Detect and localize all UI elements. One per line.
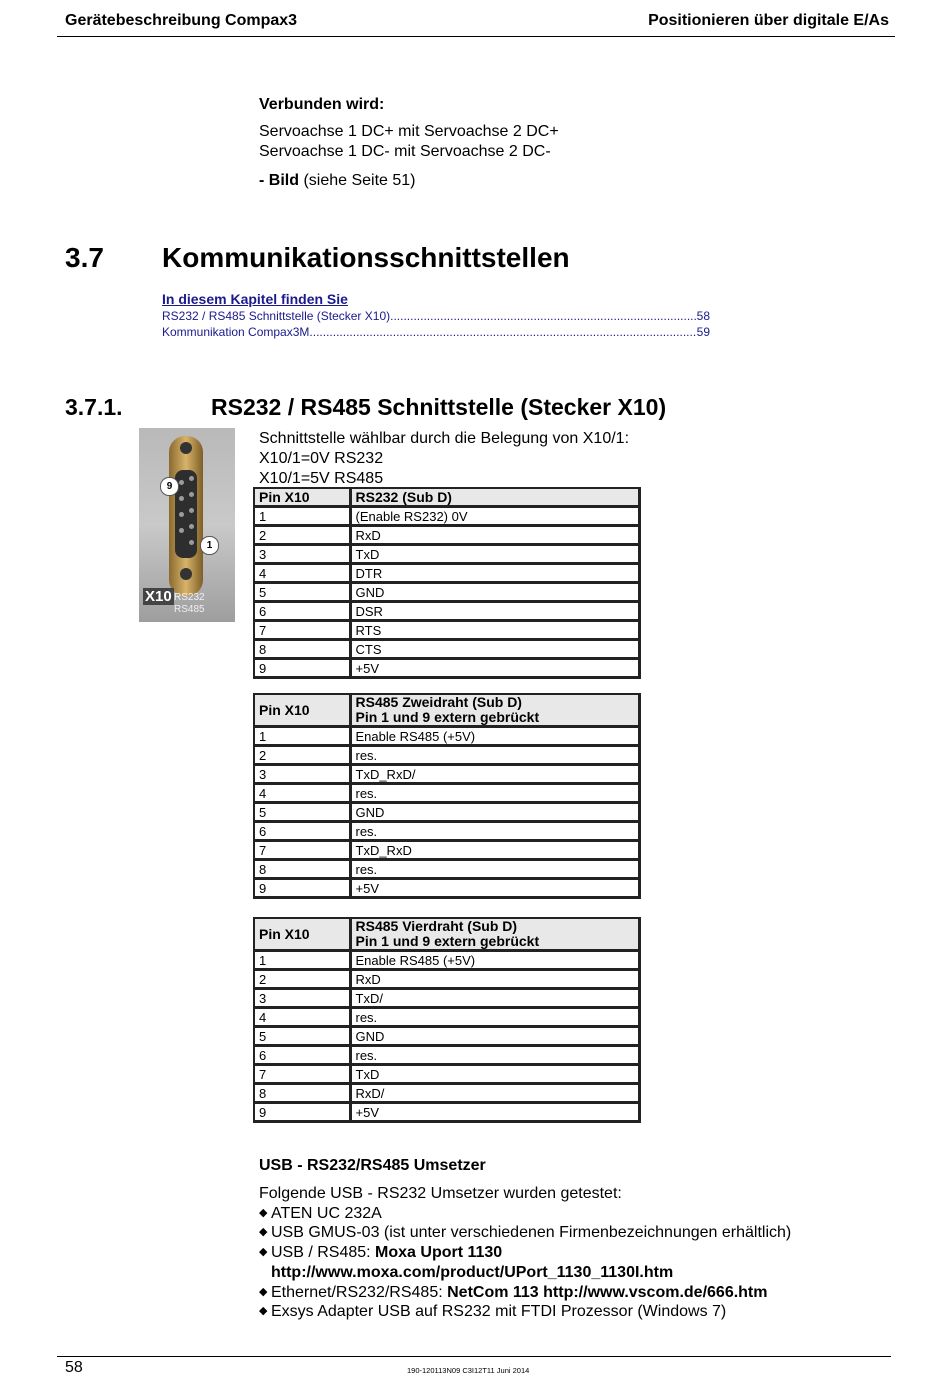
table-header-row	[254, 694, 640, 727]
section-number: 3.7	[65, 242, 104, 273]
signal-cell: CTS	[350, 640, 640, 659]
screw-hole-bottom	[180, 568, 192, 580]
table-row	[254, 1065, 640, 1084]
signal-cell: RxD	[350, 526, 640, 545]
pin-cell: 1	[254, 507, 350, 526]
signal-cell: RxD/	[350, 1084, 640, 1103]
toc-leader-dots	[309, 324, 696, 340]
netcom-url-link[interactable]: NetCom 113 http://www.vscom.de/666.htm	[447, 1283, 768, 1301]
intro-line-1: Servoachse 1 DC+ mit Servoachse 2 DC+	[259, 123, 559, 140]
pin-9-marker: 9	[160, 477, 179, 496]
pin-cell: 2	[254, 526, 350, 545]
pin-cell: 2	[254, 746, 350, 765]
diamond-bullet-icon: ◆	[259, 1285, 268, 1298]
table-row	[254, 989, 640, 1008]
signal-cell: +5V	[350, 879, 640, 898]
usb-intro: Folgende USB - RS232 Umsetzer wurden getestet:	[259, 1185, 622, 1202]
table-row	[254, 659, 640, 678]
list-item	[259, 1243, 899, 1263]
connector-pin	[179, 480, 184, 485]
toc-entry-page[interactable]: 58	[696, 309, 710, 323]
pin-cell: 3	[254, 545, 350, 564]
x10-connector-photo	[139, 428, 235, 622]
header-title-left: Gerätebeschreibung Compax3	[65, 12, 298, 29]
rs485-label: RS485	[174, 604, 205, 615]
interface-line-3: X10/1=5V RS485	[259, 470, 384, 487]
image-reference	[259, 171, 416, 191]
signal-cell: Enable RS485 (+5V)	[350, 951, 640, 970]
list-item-text: ATEN UC 232A	[271, 1204, 382, 1222]
pin-cell: 9	[254, 1103, 350, 1122]
pin-cell: 9	[254, 659, 350, 678]
pin-cell: 2	[254, 970, 350, 989]
pin-cell: 4	[254, 1008, 350, 1027]
pin-cell: 8	[254, 640, 350, 659]
list-item-text: Ethernet/RS232/RS485:	[271, 1283, 448, 1301]
table-row	[254, 1027, 640, 1046]
signal-cell: +5V	[350, 1103, 640, 1122]
list-item-text: USB GMUS-03 (ist unter verschiedenen Firmenbezeichnungen erhältlich)	[271, 1224, 792, 1242]
list-item	[259, 1302, 899, 1322]
moxa-url-link[interactable]: http://www.moxa.com/product/UPort_1130_1130I.htm	[271, 1263, 674, 1281]
list-item-text: Exsys Adapter USB auf RS232 mit FTDI Prozessor (Windows 7)	[271, 1303, 727, 1321]
header-signal-line-2: Pin 1 und 9 extern gebrückt	[355, 933, 540, 949]
pin-cell: 8	[254, 860, 350, 879]
signal-cell: DTR	[350, 564, 640, 583]
toc-entry-page[interactable]: 59	[696, 325, 710, 339]
x10-label: X10	[145, 588, 172, 605]
connector-pin	[189, 540, 194, 545]
signal-cell: res.	[350, 1008, 640, 1027]
toc-entry[interactable]	[162, 324, 710, 340]
header-signal-line-1: RS485 Vierdraht (Sub D)	[355, 918, 518, 934]
table-row	[254, 1008, 640, 1027]
intro-line-2: Servoachse 1 DC- mit Servoachse 2 DC-	[259, 143, 551, 160]
toc-title: In diesem Kapitel finden Sie	[162, 291, 348, 307]
table-row	[254, 1046, 640, 1065]
table-row	[254, 746, 640, 765]
pin-cell: 1	[254, 727, 350, 746]
header-pin: Pin X10	[254, 488, 350, 507]
signal-cell: GND	[350, 1027, 640, 1046]
signal-cell: RTS	[350, 621, 640, 640]
header-signal-line-1: RS485 Zweidraht (Sub D)	[355, 694, 522, 710]
diamond-bullet-icon: ◆	[259, 1226, 268, 1239]
connector-pin	[179, 512, 184, 517]
pin-cell: 7	[254, 841, 350, 860]
table-header-row	[254, 488, 640, 507]
signal-cell: TxD	[350, 545, 640, 564]
signal-cell: TxD_RxD/	[350, 765, 640, 784]
diamond-bullet-icon: ◆	[259, 1246, 268, 1259]
rs485-zweidraht-pin-table	[253, 693, 641, 899]
signal-cell: RxD	[350, 970, 640, 989]
signal-cell: res.	[350, 822, 640, 841]
connector-pin	[189, 508, 194, 513]
page-header	[57, 8, 895, 37]
screw-hole-top	[180, 442, 192, 454]
pin-1-marker: 1	[200, 536, 219, 555]
toc-entry-text[interactable]: Kommunikation Compax3M	[162, 325, 310, 339]
signal-cell: res.	[350, 1046, 640, 1065]
table-row	[254, 822, 640, 841]
list-item	[259, 1204, 899, 1224]
table-row	[254, 640, 640, 659]
table-row	[254, 951, 640, 970]
pin-cell: 7	[254, 1065, 350, 1084]
header-signal	[350, 918, 640, 951]
header-signal: RS232 (Sub D)	[350, 488, 640, 507]
connector-pin	[189, 476, 194, 481]
rs485-vierdraht-pin-table	[253, 917, 641, 1123]
chapter-toc	[162, 290, 710, 340]
table-row	[254, 583, 640, 602]
pin-cell: 7	[254, 621, 350, 640]
pin-cell: 9	[254, 879, 350, 898]
page-footer	[57, 1356, 891, 1376]
diamond-bullet-icon: ◆	[259, 1206, 268, 1219]
signal-cell: res.	[350, 860, 640, 879]
table-row	[254, 545, 640, 564]
list-item-text: USB / RS485:	[271, 1244, 376, 1262]
table-row	[254, 727, 640, 746]
pin-cell: 5	[254, 583, 350, 602]
intro-lines	[259, 122, 559, 162]
pin-cell: 6	[254, 822, 350, 841]
connector-pin	[189, 524, 194, 529]
header-signal-line-2: Pin 1 und 9 extern gebrückt	[355, 709, 540, 725]
pin-cell: 5	[254, 803, 350, 822]
pin-cell: 3	[254, 765, 350, 784]
connected-label: Verbunden wird:	[259, 96, 385, 113]
signal-cell: (Enable RS232) 0V	[350, 507, 640, 526]
signal-cell: Enable RS485 (+5V)	[350, 727, 640, 746]
rs232-pin-table	[253, 487, 641, 679]
pin-cell: 6	[254, 1046, 350, 1065]
list-item	[259, 1283, 899, 1303]
signal-cell: TxD	[350, 1065, 640, 1084]
signal-cell: res.	[350, 784, 640, 803]
pin-cell: 8	[254, 1084, 350, 1103]
document-id: 190-120113N09 C3I12T11 Juni 2014	[407, 1366, 530, 1375]
header-title-right: Positionieren über digitale E/As	[648, 12, 889, 29]
header-pin: Pin X10	[254, 694, 350, 727]
table-row	[254, 784, 640, 803]
usb-converter-title: USB - RS232/RS485 Umsetzer	[259, 1157, 486, 1174]
image-ref-rest: (siehe Seite 51)	[299, 172, 416, 189]
interface-line-1: Schnittstelle wählbar durch die Belegung von X10/1:	[259, 430, 630, 447]
table-header-row	[254, 918, 640, 951]
interface-line-2: X10/1=0V RS232	[259, 450, 384, 467]
page-number: 58	[65, 1359, 83, 1376]
subsection-number: 3.7.1.	[65, 394, 123, 420]
list-item	[259, 1223, 899, 1243]
table-row	[254, 1103, 640, 1122]
header-signal	[350, 694, 640, 727]
toc-entry[interactable]	[162, 308, 710, 324]
intro-connected-label	[259, 95, 384, 115]
image-ref-bold: - Bild	[259, 172, 299, 189]
table-row	[254, 970, 640, 989]
table-row	[254, 507, 640, 526]
signal-cell: DSR	[350, 602, 640, 621]
toc-entry-text[interactable]: RS232 / RS485 Schnittstelle (Stecker X10)	[162, 309, 391, 323]
pin-cell: 4	[254, 784, 350, 803]
list-item-bold: Moxa Uport 1130	[375, 1244, 503, 1262]
section-title: Kommunikationsschnittstellen	[162, 242, 570, 273]
rs232-label: RS232	[174, 592, 205, 603]
header-pin: Pin X10	[254, 918, 350, 951]
signal-cell: TxD_RxD	[350, 841, 640, 860]
signal-cell: GND	[350, 803, 640, 822]
pin-cell: 6	[254, 602, 350, 621]
table-row	[254, 526, 640, 545]
signal-cell: res.	[350, 746, 640, 765]
pin-cell: 4	[254, 564, 350, 583]
signal-cell: +5V	[350, 659, 640, 678]
table-row	[254, 860, 640, 879]
table-row	[254, 765, 640, 784]
table-row	[254, 564, 640, 583]
table-row	[254, 803, 640, 822]
pin-cell: 3	[254, 989, 350, 1008]
subsection-title: RS232 / RS485 Schnittstelle (Stecker X10)	[211, 394, 667, 420]
pin-cell: 5	[254, 1027, 350, 1046]
signal-cell: TxD/	[350, 989, 640, 1008]
interface-description	[259, 429, 629, 489]
table-row	[254, 602, 640, 621]
table-row	[254, 879, 640, 898]
table-row	[254, 841, 640, 860]
diamond-bullet-icon: ◆	[259, 1305, 268, 1318]
connector-pin	[189, 492, 194, 497]
table-row	[254, 621, 640, 640]
usb-converter-list	[259, 1184, 899, 1322]
pin-cell: 1	[254, 951, 350, 970]
signal-cell: GND	[350, 583, 640, 602]
connector-pin	[179, 528, 184, 533]
table-row	[254, 1084, 640, 1103]
connector-pin	[179, 496, 184, 501]
toc-leader-dots	[390, 308, 697, 324]
